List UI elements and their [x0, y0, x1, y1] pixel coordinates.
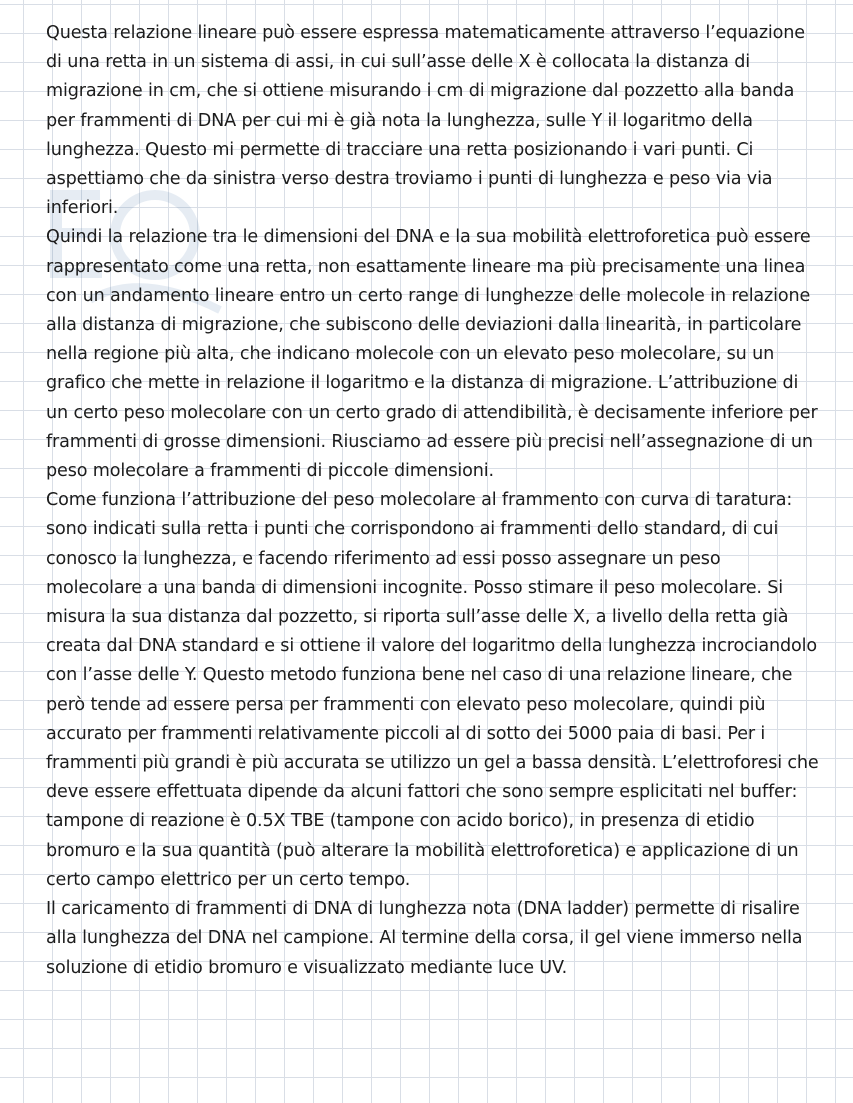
document-body — [46, 19, 820, 983]
paragraph-dna-ladder: Il caricamento di frammenti di DNA di lunghezza nota (DNA ladder) permette di risalire alla lunghezza del DNA nel campione. Al termine della corsa, il gel viene immerso nella soluzione di etidio bromuro e visualizzato mediante luce UV. — [46, 899, 803, 978]
paragraph-linear-relation: Questa relazione lineare può essere espressa matematicamente attraverso l’equazione di una retta in un sistema di assi, in cui sull’asse delle X è collocata la distanza di migrazione in cm, che si ottiene misurando i cm di migrazione dal pozzetto alla banda per frammenti di DNA per cui mi è già nota la lunghezza, sulle Y il logaritmo della lunghezza. Questo mi permette di tracciare una retta posizionando i vari punti. Ci aspettiamo che da sinistra verso destra troviamo i punti di lunghezza e peso via via inferiori. — [46, 23, 805, 219]
paragraph-calibration-curve: Come funziona l’attribuzione del peso molecolare al frammento con curva di taratura: sono indicati sulla retta i punti che corrispondono ai frammenti dello standard, di cui conosco la lunghezza, e facendo riferimento ad essi posso assegnare un peso molecolare a una banda di dimensioni incognite. Posso stimare il peso molecolare. Si misura la sua distanza dal pozzetto, si riporta sull’asse delle X, a livello della retta già creata dal DNA standard e si ottiene il valore del logaritmo della lunghezza incrociandolo con l’asse delle Y. Questo metodo funziona bene nel caso di una relazione lineare, che però tende ad essere persa per frammenti con elevato peso molecolare, quindi più accurato per frammenti relativamente piccoli al di sotto dei 5000 paia di basi. Per i frammenti più grandi è più accurata se utilizzo un gel a bassa densità. L’elettroforesi che deve essere effettuata dipende da alcuni fattori che sono sempre esplicitati nel buffer: tampone di reazione è 0.5X TBE (tampone con acido borico), in presenza di etidio bromuro e la sua quantità (può alterare la mobilità elettroforetica) e applicazione di un certo campo elettrico per un certo tempo. — [46, 490, 819, 890]
paragraph-dna-mobility: Quindi la relazione tra le dimensioni del DNA e la sua mobilità elettroforetica può essere rappresentato come una retta, non esattamente lineare ma più precisamente una linea con un andamento lineare entro un certo range di lunghezze delle molecole in relazione alla distanza di migrazione, che subiscono delle deviazioni dalla linearità, in particolare nella regione più alta, che indicano molecole con un elevato peso molecolare, su un grafico che mette in relazione il logaritmo e la distanza di migrazione. L’attribuzione di un certo peso molecolare con un certo grado di attendibilità, è decisamente inferiore per frammenti di grosse dimensioni. Riusciamo ad essere più precisi nell’assegnazione di un peso molecolare a frammenti di piccole dimensioni. — [46, 227, 818, 482]
